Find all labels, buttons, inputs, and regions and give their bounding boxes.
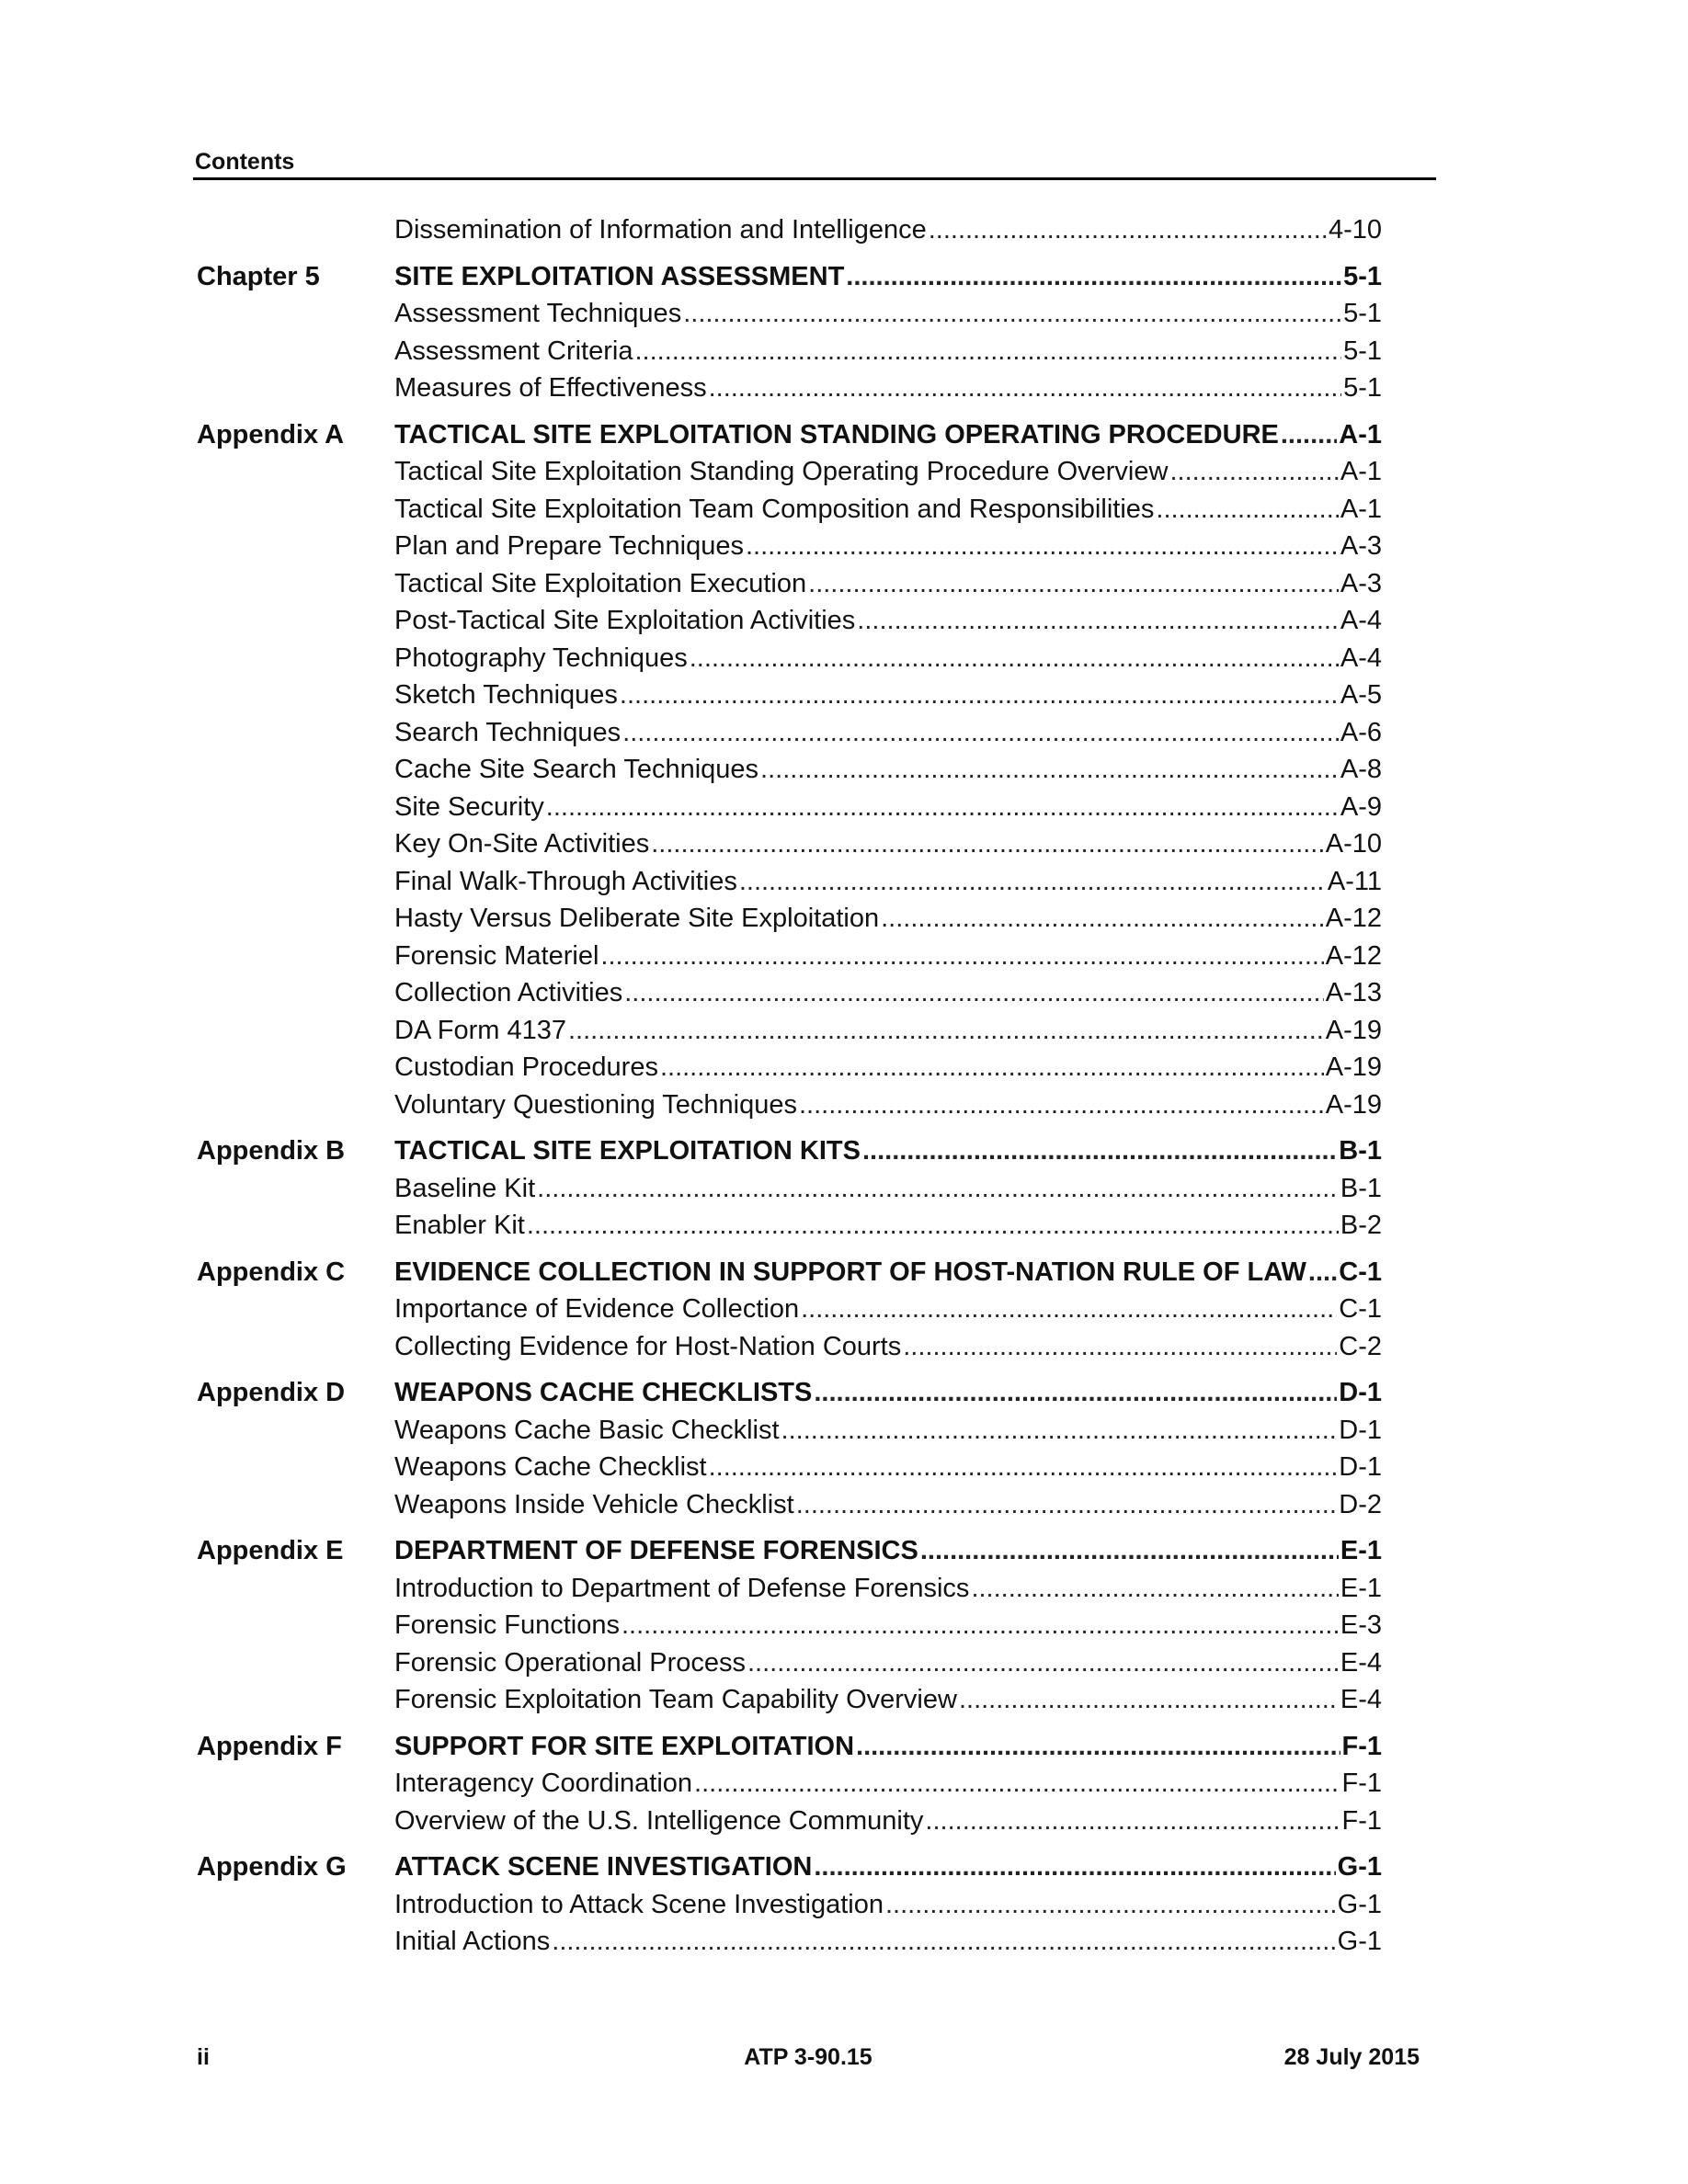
toc-entry[interactable]	[394, 295, 1382, 333]
toc-entry[interactable]	[394, 1449, 1382, 1486]
toc-dot-leader	[651, 825, 1324, 863]
toc-entry-title: WEAPONS CACHE CHECKLISTS	[394, 1378, 813, 1407]
toc-entry-title: Forensic Exploitation Team Capability Overview	[394, 1685, 957, 1714]
toc-dot-leader	[925, 1803, 1340, 1840]
toc-entry-title: Forensic Operational Process	[394, 1647, 746, 1678]
toc-entry-page: F-1	[1341, 1769, 1382, 1798]
toc-entry[interactable]	[394, 1607, 1382, 1644]
toc-entry-title: Key On-Site Activities	[394, 829, 650, 859]
toc-entry-title: Custodian Procedures	[394, 1052, 658, 1082]
toc-entry[interactable]	[394, 528, 1382, 565]
toc-entry[interactable]	[394, 863, 1382, 901]
toc-dot-leader	[747, 1644, 1339, 1682]
toc-heading-entry[interactable]	[394, 1254, 1382, 1291]
toc-section	[0, 1728, 1688, 1840]
toc-entry-page: A-19	[1325, 1015, 1382, 1045]
toc-entry-title: DEPARTMENT OF DEFENSE FORENSICS	[394, 1536, 918, 1565]
toc-entry-page: A-1	[1339, 419, 1382, 449]
toc-dot-leader	[862, 1132, 1337, 1170]
toc-entry[interactable]	[394, 333, 1382, 370]
toc-entry[interactable]	[394, 640, 1382, 677]
toc-dot-leader	[527, 1207, 1339, 1245]
toc-entry[interactable]	[394, 602, 1382, 640]
toc-entry-title: TACTICAL SITE EXPLOITATION KITS	[394, 1136, 861, 1166]
toc-dot-leader	[814, 1374, 1337, 1412]
toc-dot-leader	[634, 333, 1341, 370]
toc-entry[interactable]	[394, 1803, 1382, 1840]
toc-entry-page: F-1	[1341, 1805, 1382, 1836]
toc-entry[interactable]	[394, 1412, 1382, 1450]
toc-entry-page: G-1	[1337, 1889, 1382, 1919]
toc-section-label: Chapter 5	[197, 261, 320, 291]
toc-entry-page: C-2	[1339, 1331, 1382, 1361]
toc-entry-page: E-1	[1340, 1536, 1382, 1565]
toc-entry[interactable]	[394, 370, 1382, 407]
toc-entry-title: Dissemination of Information and Intelligence	[394, 215, 927, 245]
toc-entry-title: Search Techniques	[394, 717, 622, 747]
toc-entry-page: A-12	[1325, 940, 1382, 971]
toc-entry-title: Introduction to Department of Defense Forensics	[394, 1573, 970, 1603]
toc-section	[0, 1254, 1688, 1366]
toc-dot-leader	[600, 938, 1323, 975]
toc-heading-entry[interactable]	[394, 1728, 1382, 1766]
toc-entry[interactable]	[394, 1681, 1382, 1719]
toc-section	[0, 1132, 1688, 1245]
toc-dot-leader	[971, 1570, 1338, 1608]
toc-entry-page: A-4	[1340, 643, 1382, 673]
toc-dot-leader	[929, 211, 1327, 249]
toc-entry-page: E-3	[1340, 1610, 1382, 1640]
toc-entry[interactable]	[394, 1207, 1382, 1245]
toc-entry-page: E-4	[1340, 1685, 1382, 1714]
toc-entry-title: Tactical Site Exploitation Standing Operating Procedure Overview	[394, 457, 1169, 486]
toc-entry-title: SUPPORT FOR SITE EXPLOITATION	[394, 1731, 855, 1761]
toc-entry-title: ATTACK SCENE INVESTIGATION	[394, 1852, 813, 1882]
toc-section	[0, 1848, 1688, 1961]
toc-entry-page: 5-1	[1343, 299, 1382, 328]
toc-dot-leader	[1156, 491, 1338, 529]
toc-entry-page: A-1	[1340, 494, 1382, 524]
toc-entry-page: A-19	[1325, 1052, 1382, 1082]
toc-entry[interactable]	[394, 1170, 1382, 1208]
toc-entry-page: A-9	[1340, 791, 1382, 822]
toc-entry-title: Tactical Site Exploitation Team Composition and Responsibilities	[394, 494, 1155, 524]
toc-entry[interactable]	[394, 677, 1382, 714]
toc-entry[interactable]	[394, 1086, 1382, 1124]
toc-entry-page: 5-1	[1343, 336, 1382, 366]
toc-dot-leader	[694, 1765, 1340, 1803]
toc-entry-title: Photography Techniques	[394, 643, 688, 673]
toc-entry[interactable]	[394, 938, 1382, 975]
toc-entry-page: C-1	[1339, 1257, 1382, 1287]
toc-entry-page: A-1	[1340, 457, 1382, 486]
toc-entry-page: A-13	[1325, 978, 1382, 1007]
toc-dot-leader	[881, 900, 1324, 938]
toc-entry-title: Baseline Kit	[394, 1173, 536, 1203]
toc-entry-title: Hasty Versus Deliberate Site Exploitation	[394, 904, 880, 933]
toc-entry-page: E-4	[1340, 1647, 1382, 1678]
toc-dot-leader	[1281, 416, 1337, 454]
toc-section-label: Appendix A	[197, 419, 345, 449]
toc-entry-title: Introduction to Attack Scene Investigation	[394, 1889, 884, 1919]
toc-entry[interactable]	[394, 565, 1382, 603]
toc-dot-leader	[760, 751, 1339, 789]
toc-entry[interactable]	[394, 900, 1382, 938]
toc-entry-title: Forensic Functions	[394, 1610, 620, 1640]
toc-heading-entry[interactable]	[394, 1848, 1382, 1886]
toc-entry-title: Post-Tactical Site Exploitation Activities	[394, 606, 856, 635]
toc-section	[0, 258, 1688, 407]
toc-entry[interactable]	[394, 1049, 1382, 1086]
toc-entry-page: A-4	[1340, 606, 1382, 635]
footer-page-number: ii	[197, 2044, 210, 2070]
toc-entry-title: Collection Activities	[394, 978, 623, 1007]
toc-section	[0, 211, 1688, 249]
page-footer	[197, 2041, 1420, 2074]
toc-heading-entry[interactable]	[394, 1132, 1382, 1170]
toc-entry[interactable]	[394, 1765, 1382, 1803]
toc-entry-page: A-12	[1325, 904, 1382, 933]
toc-dot-leader	[857, 602, 1339, 640]
toc-dot-leader	[846, 258, 1341, 296]
toc-entry[interactable]	[394, 1012, 1382, 1050]
toc-entry[interactable]	[394, 211, 1382, 249]
toc-entry[interactable]	[394, 789, 1382, 826]
toc-entry-page: G-1	[1337, 1927, 1382, 1956]
toc-entry-title: Assessment Criteria	[394, 336, 633, 366]
toc-entry-title: TACTICAL SITE EXPLOITATION STANDING OPERATING PROCEDURE	[394, 419, 1279, 449]
toc-entry-page: E-1	[1340, 1573, 1382, 1603]
toc-entry-title: Interagency Coordination	[394, 1769, 693, 1798]
table-of-contents	[0, 211, 1688, 1961]
toc-entry-page: A-3	[1340, 568, 1382, 598]
toc-entry[interactable]	[394, 491, 1382, 529]
toc-entry[interactable]	[394, 974, 1382, 1012]
toc-entry-page: D-1	[1339, 1452, 1382, 1482]
toc-dot-leader	[808, 565, 1339, 603]
toc-entry-title: Overview of the U.S. Intelligence Community	[394, 1805, 924, 1836]
toc-heading-entry[interactable]	[394, 416, 1382, 454]
toc-dot-leader	[620, 677, 1339, 714]
toc-section-label: Appendix D	[197, 1378, 346, 1407]
toc-entry-page: A-11	[1327, 866, 1382, 896]
toc-entry-title: Weapons Inside Vehicle Checklist	[394, 1489, 794, 1519]
toc-entry-title: Sketch Techniques	[394, 680, 618, 710]
toc-dot-leader	[709, 370, 1342, 407]
toc-dot-leader	[537, 1170, 1339, 1208]
toc-entry-title: Tactical Site Exploitation Execution	[394, 568, 807, 598]
toc-entry-title: DA Form 4137	[394, 1015, 566, 1045]
toc-entry-page: F-1	[1341, 1731, 1382, 1761]
toc-dot-leader	[746, 528, 1339, 565]
toc-entry-page: A-5	[1340, 680, 1382, 710]
footer-publication: ATP 3-90.15	[744, 2044, 873, 2070]
toc-dot-leader	[814, 1848, 1335, 1886]
toc-entry-title: Weapons Cache Basic Checklist	[394, 1415, 780, 1445]
toc-entry[interactable]	[394, 1486, 1382, 1524]
toc-entry-title: Voluntary Questioning Techniques	[394, 1089, 797, 1120]
toc-entry[interactable]	[394, 1886, 1382, 1924]
toc-dot-leader	[622, 1607, 1339, 1644]
toc-dot-leader	[796, 1486, 1338, 1524]
toc-entry[interactable]	[394, 1291, 1382, 1328]
footer-date: 28 July 2015	[1283, 2044, 1420, 2070]
toc-dot-leader	[903, 1328, 1337, 1366]
toc-entry-title: SITE EXPLOITATION ASSESSMENT	[394, 261, 845, 291]
toc-entry-page: A-3	[1340, 531, 1382, 561]
toc-entry-page: D-1	[1339, 1378, 1382, 1407]
toc-entry-title: Final Walk-Through Activities	[394, 866, 737, 896]
toc-dot-leader	[622, 714, 1339, 752]
toc-entry-title: Plan and Prepare Techniques	[394, 531, 744, 561]
toc-section-label: Appendix C	[197, 1257, 346, 1287]
toc-entry-title: Cache Site Search Techniques	[394, 755, 759, 784]
toc-heading-entry[interactable]	[394, 1532, 1382, 1570]
toc-dot-leader	[781, 1412, 1338, 1450]
toc-entry-page: B-2	[1340, 1211, 1382, 1240]
toc-entry-page: G-1	[1337, 1852, 1382, 1882]
toc-entry-title: EVIDENCE COLLECTION IN SUPPORT OF HOST-NATION RULE OF LAW	[394, 1257, 1306, 1287]
toc-entry-page: A-19	[1325, 1089, 1382, 1120]
toc-dot-leader	[959, 1681, 1339, 1719]
toc-entry-page: 4-10	[1328, 215, 1382, 245]
toc-entry-title: Weapons Cache Checklist	[394, 1452, 707, 1482]
page-header-title: Contents	[195, 149, 295, 175]
toc-dot-leader	[799, 1086, 1324, 1124]
toc-entry[interactable]	[394, 825, 1382, 863]
toc-entry[interactable]	[394, 1570, 1382, 1608]
toc-section-label: Appendix G	[197, 1852, 347, 1882]
toc-section-label: Appendix F	[197, 1731, 342, 1761]
toc-dot-leader	[885, 1886, 1336, 1924]
toc-entry-page: D-1	[1339, 1415, 1382, 1445]
toc-entry-page: 5-1	[1343, 373, 1382, 403]
toc-entry-page: B-1	[1340, 1173, 1382, 1203]
header-divider	[193, 177, 1436, 180]
toc-dot-leader	[683, 295, 1341, 333]
toc-dot-leader	[801, 1291, 1337, 1328]
toc-entry[interactable]	[394, 453, 1382, 491]
toc-dot-leader	[552, 1923, 1335, 1961]
toc-dot-leader	[690, 640, 1339, 677]
toc-entry[interactable]	[394, 751, 1382, 789]
toc-entry-title: Site Security	[394, 791, 544, 822]
toc-dot-leader	[709, 1449, 1338, 1486]
toc-entry[interactable]	[394, 1923, 1382, 1961]
toc-entry-page: A-6	[1340, 717, 1382, 747]
toc-entry-page: C-1	[1339, 1294, 1382, 1324]
toc-entry[interactable]	[394, 1328, 1382, 1366]
toc-section	[0, 1532, 1688, 1719]
toc-entry-title: Initial Actions	[394, 1927, 551, 1956]
toc-entry[interactable]	[394, 1644, 1382, 1682]
toc-dot-leader	[1169, 453, 1338, 491]
toc-entry-page: A-10	[1325, 829, 1382, 859]
toc-heading-entry[interactable]	[394, 1374, 1382, 1412]
toc-entry-title: Assessment Techniques	[394, 299, 682, 328]
toc-dot-leader	[660, 1049, 1324, 1086]
toc-entry[interactable]	[394, 714, 1382, 752]
toc-section	[0, 416, 1688, 1124]
toc-entry-title: Enabler Kit	[394, 1211, 525, 1240]
toc-heading-entry[interactable]	[394, 258, 1382, 296]
toc-dot-leader	[920, 1532, 1339, 1570]
toc-entry-title: Measures of Effectiveness	[394, 373, 707, 403]
toc-entry-page: D-2	[1339, 1489, 1382, 1519]
toc-entry-title: Importance of Evidence Collection	[394, 1294, 800, 1324]
toc-dot-leader	[739, 863, 1326, 901]
toc-dot-leader	[856, 1728, 1340, 1766]
toc-section	[0, 1374, 1688, 1523]
toc-dot-leader	[1308, 1254, 1337, 1291]
toc-section-label: Appendix B	[197, 1136, 346, 1166]
toc-entry-title: Collecting Evidence for Host-Nation Courts	[394, 1331, 902, 1361]
toc-dot-leader	[546, 789, 1339, 826]
toc-entry-page: 5-1	[1343, 261, 1382, 291]
toc-dot-leader	[568, 1012, 1324, 1050]
toc-section-label: Appendix E	[197, 1536, 344, 1565]
toc-dot-leader	[624, 974, 1324, 1012]
toc-entry-page: B-1	[1339, 1136, 1382, 1166]
toc-entry-page: A-8	[1340, 755, 1382, 784]
toc-entry-title: Forensic Materiel	[394, 940, 599, 971]
